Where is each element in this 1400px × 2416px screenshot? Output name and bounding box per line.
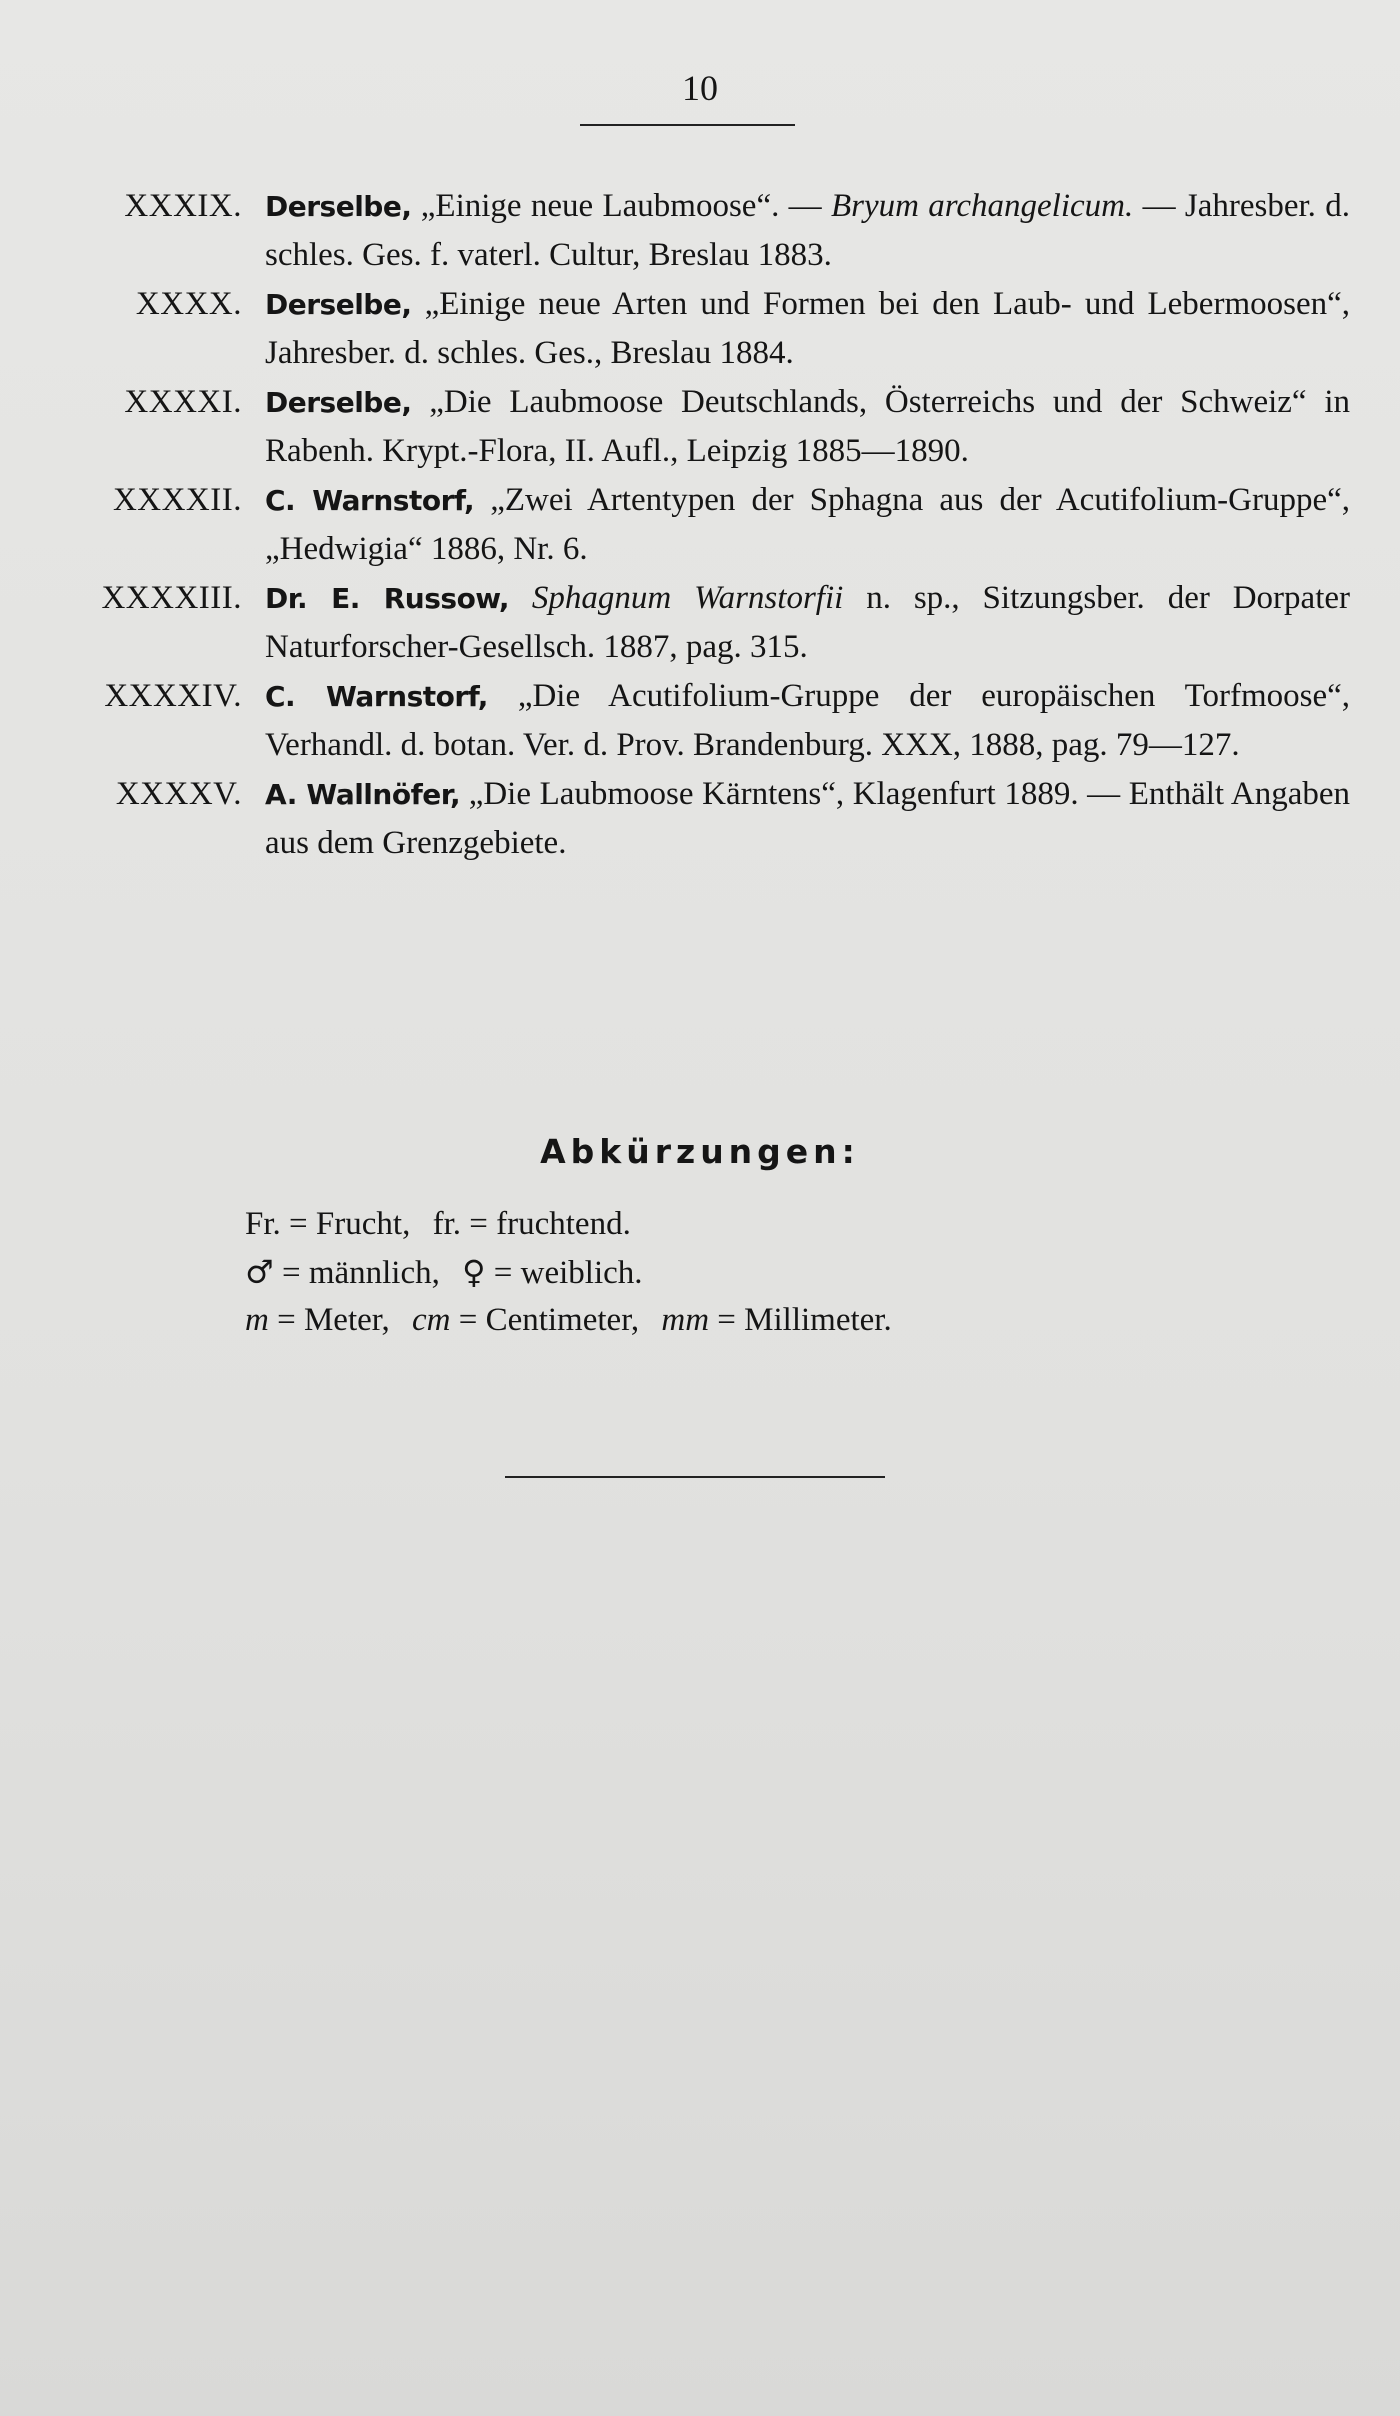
entry-numeral: XXXXI. [124,384,242,420]
equals-sign: = [493,1255,513,1291]
section-divider [505,1476,885,1478]
entry-author: C. Warnstorf, [265,484,475,517]
entry-author: Derselbe, [265,288,412,321]
entry-author: Derselbe, [265,190,412,223]
entry-text-part: „Die Laubmoose Kärntens“, Klagenfurt 1889. — Enthält Angaben aus dem Grenzgebiete. [265,776,1350,861]
abbreviation-line [245,1250,643,1295]
bibliography-entry [60,378,1350,476]
entry-text-part: — Jahresber. d. schles. Ges. f. vaterl. Cultur, Breslau 1883. [265,188,1350,273]
entry-author: C. Warnstorf, [265,680,488,713]
bibliography-entry [60,770,1350,868]
abbreviation-term: m [245,1302,269,1338]
entry-numeral: XXXXII. [112,482,242,518]
equals-sign: = [281,1255,301,1291]
entry-numeral: XXXXIV. [104,678,242,714]
abbreviation-term: cm [411,1302,451,1338]
equals-sign: = [289,1206,308,1242]
entry-text [265,770,1350,868]
entry-italic-title: Sphagnum Warnstorfii [531,580,844,616]
abbreviation-meaning: Millimeter. [744,1302,892,1338]
bibliography-entry [60,574,1350,672]
entry-text-part: n. sp., Sitzungsber. der Dorpater Naturforscher-Gesellsch. 1887, pag. 315. [265,580,1350,665]
equals-sign: = [277,1302,296,1338]
bibliography-entry [60,672,1350,770]
female-symbol: ♀ [462,1253,486,1291]
page-number-rule [580,124,795,126]
abbreviation-term: fr. [432,1206,461,1242]
abbreviation-term: mm [661,1302,710,1338]
abbreviations-heading: Abkürzungen: [540,1132,860,1171]
abbreviation-meaning: Centimeter, [485,1302,640,1338]
abbreviation-meaning: Meter, [303,1302,390,1338]
entry-numeral: XXXXV. [115,776,242,812]
entry-author: Dr. E. Russow, [265,582,510,615]
entry-text [265,378,1350,476]
entry-numeral: XXXIX. [124,188,242,224]
abbreviation-line [245,1298,892,1342]
entry-text [265,672,1350,770]
entry-text-part: „Die Acutifolium-Gruppe der europäischen Torfmoose“, Verhandl. d. botan. Ver. d. Prov. Brandenburg. XXX, 1888, pag. 79—127. [265,678,1350,763]
bibliography-entry [60,476,1350,574]
abbreviation-line [245,1202,631,1246]
bibliography-list [60,182,1350,868]
entry-italic-title: Bryum archangelicum. [830,188,1134,224]
abbreviation-meaning: weiblich. [520,1255,643,1291]
entry-text-part: „Einige neue Laubmoose“. — [420,188,831,224]
entry-text [265,280,1350,378]
abbreviation-meaning: fruchtend. [496,1206,631,1242]
entry-text [265,574,1350,672]
equals-sign: = [717,1302,736,1338]
entry-text [265,476,1350,574]
bibliography-entry [60,182,1350,280]
bibliography-entry [60,280,1350,378]
entry-author: Derselbe, [265,386,412,419]
equals-sign: = [469,1206,488,1242]
entry-text-part: „Zwei Artentypen der Sphagna aus der Acutifolium-Gruppe“, „Hedwigia“ 1886, Nr. 6. [265,482,1351,567]
abbreviation-term: Fr. [245,1206,281,1242]
entry-author: A. Wallnöfer, [265,778,461,811]
male-symbol: ♂ [245,1253,274,1291]
entry-text-part: „Einige neue Arten und Formen bei den Laub- und Lebermoosen“, Jahresber. d. schles. Ges., Breslau 1884. [265,286,1350,371]
abbreviation-meaning: Frucht, [315,1206,411,1242]
entry-text-part: „Die Laubmoose Deutschlands, Österreichs und der Schweiz“ in Rabenh. Krypt.-Flora, II. Aufl., Leipzig 1885—1890. [265,384,1350,469]
entry-numeral: XXXX. [135,286,242,322]
page-number: 10 [682,68,718,108]
equals-sign: = [458,1302,478,1338]
entry-numeral: XXXXIII. [101,580,242,616]
entry-text [265,182,1350,280]
abbreviation-meaning: männlich, [308,1255,440,1291]
